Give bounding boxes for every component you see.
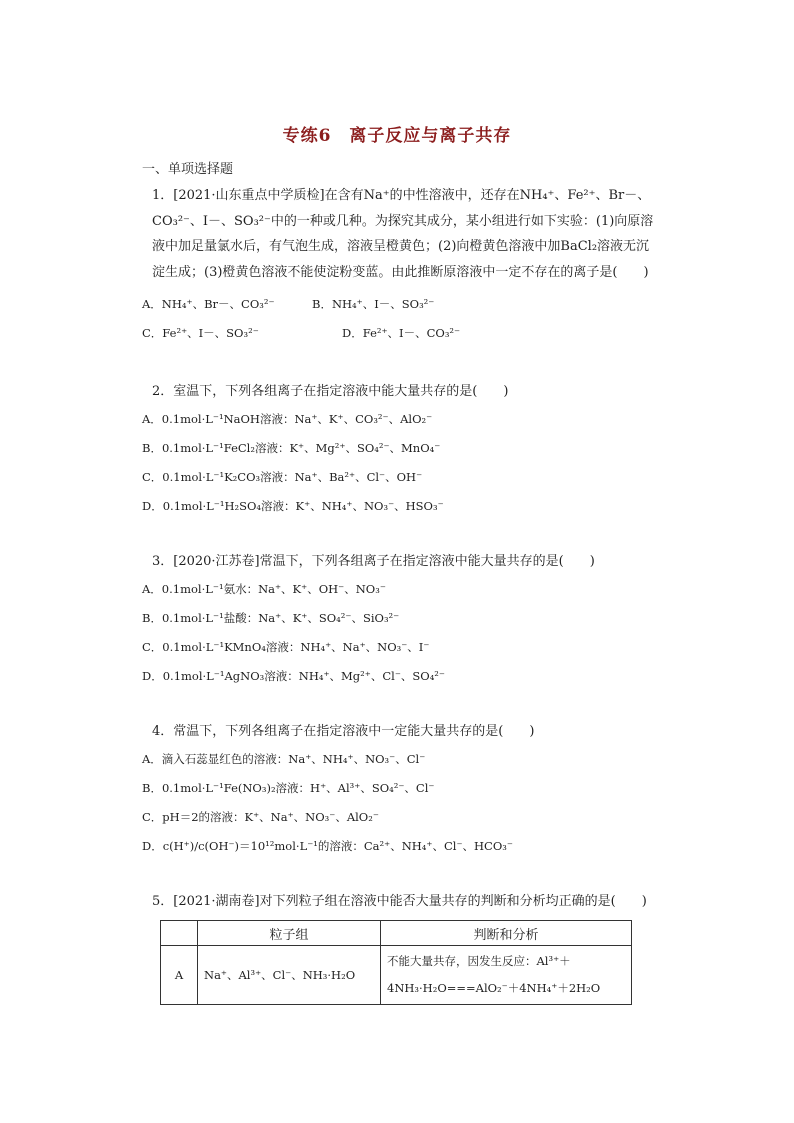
- table-header-row: [161, 921, 632, 946]
- option-b: B．NH₄⁺、I－、SO₃²⁻: [312, 297, 435, 311]
- table-header-particles: 粒子组: [198, 921, 381, 946]
- question-5-stem: 5．[2021·湖南卷]对下列粒子组在溶液中能否大量共存的判断和分析均正确的是( ): [152, 894, 647, 909]
- answer-table: [160, 920, 632, 1005]
- table-header-blank: [161, 921, 198, 946]
- option-c: C．Fe²⁺、I－、SO₃²⁻: [142, 326, 259, 340]
- option-a: A．滴入石蕊显红色的溶液：Na⁺、NH₄⁺、NO₃⁻、Cl⁻: [142, 751, 426, 766]
- analysis-line-2: 4NH₃·H₂O===AlO₂⁻＋4NH₄⁺＋2H₂O: [387, 981, 601, 995]
- analysis-line-1: 不能大量共存，因发生反应：Al³⁺＋: [387, 954, 571, 968]
- question-3: [142, 549, 654, 691]
- question-5: [142, 889, 654, 915]
- table-row: [161, 946, 632, 1005]
- question-1-stem: 1．[2021·山东重点中学质检]在含有Na⁺的中性溶液中，还存在NH₄⁺、Fe²⁺、Br－、CO₃²⁻、I－、SO₃²⁻中的一种或几种。为探究其成分，某小组进行如下实验：(1)向原溶液中加足量氯水后，有气泡生成，溶液呈橙黄色；(2)向橙黄色溶液中加BaCl₂溶液无沉淀生成；(3)橙黄色溶液不能使淀粉变蓝。由此推断原溶液中一定不存在的离子是( ): [152, 188, 654, 280]
- question-2-stem: 2．室温下，下列各组离子在指定溶液中能大量共存的是( ): [152, 384, 509, 399]
- section-heading: 一、单项选择题: [142, 162, 234, 177]
- option-d: D．Fe²⁺、I－、CO₃²⁻: [342, 326, 461, 340]
- option-d: D．c(H⁺)/c(OH⁻)＝10¹²mol·L⁻¹的溶液：Ca²⁺、NH₄⁺、Cl⁻、HCO₃⁻: [142, 838, 513, 853]
- option-b: B．0.1mol·L⁻¹FeCl₂溶液：K⁺、Mg²⁺、SO₄²⁻、MnO₄⁻: [142, 440, 441, 455]
- table-row-label: A: [161, 946, 198, 1005]
- question-3-stem: 3．[2020·江苏卷]常温下，下列各组离子在指定溶液中能大量共存的是( ): [152, 554, 595, 569]
- table-row-particles: Na⁺、Al³⁺、Cl⁻、NH₃·H₂O: [198, 946, 381, 1005]
- option-d: D．0.1mol·L⁻¹H₂SO₄溶液：K⁺、NH₄⁺、NO₃⁻、HSO₃⁻: [142, 498, 444, 513]
- question-1: [142, 183, 654, 348]
- question-1-options-row-2: [142, 319, 654, 348]
- option-b: B．0.1mol·L⁻¹盐酸：Na⁺、K⁺、SO₄²⁻、SiO₃²⁻: [142, 610, 400, 625]
- question-1-options-row-1: [142, 290, 654, 319]
- option-c: C．0.1mol·L⁻¹KMnO₄溶液：NH₄⁺、Na⁺、NO₃⁻、I⁻: [142, 639, 430, 654]
- option-d: D．0.1mol·L⁻¹AgNO₃溶液：NH₄⁺、Mg²⁺、Cl⁻、SO₄²⁻: [142, 668, 445, 683]
- question-4-stem: 4．常温下，下列各组离子在指定溶液中一定能大量共存的是( ): [152, 724, 535, 739]
- option-a: A．0.1mol·L⁻¹氨水：Na⁺、K⁺、OH⁻、NO₃⁻: [142, 581, 386, 596]
- question-2: [142, 379, 654, 521]
- table-header-analysis: 判断和分析: [381, 921, 632, 946]
- option-c: C．pH＝2的溶液：K⁺、Na⁺、NO₃⁻、AlO₂⁻: [142, 809, 379, 824]
- table-row-analysis: [381, 946, 632, 1005]
- option-b: B．0.1mol·L⁻¹Fe(NO₃)₂溶液：H⁺、Al³⁺、SO₄²⁻、Cl⁻: [142, 780, 435, 795]
- question-4: [142, 719, 654, 861]
- option-a: A．0.1mol·L⁻¹NaOH溶液：Na⁺、K⁺、CO₃²⁻、AlO₂⁻: [142, 411, 433, 426]
- page-title: 专练6 离子反应与离子共存: [282, 126, 512, 146]
- option-a: A．NH₄⁺、Br－、CO₃²⁻: [142, 297, 275, 311]
- option-c: C．0.1mol·L⁻¹K₂CO₃溶液：Na⁺、Ba²⁺、Cl⁻、OH⁻: [142, 469, 423, 484]
